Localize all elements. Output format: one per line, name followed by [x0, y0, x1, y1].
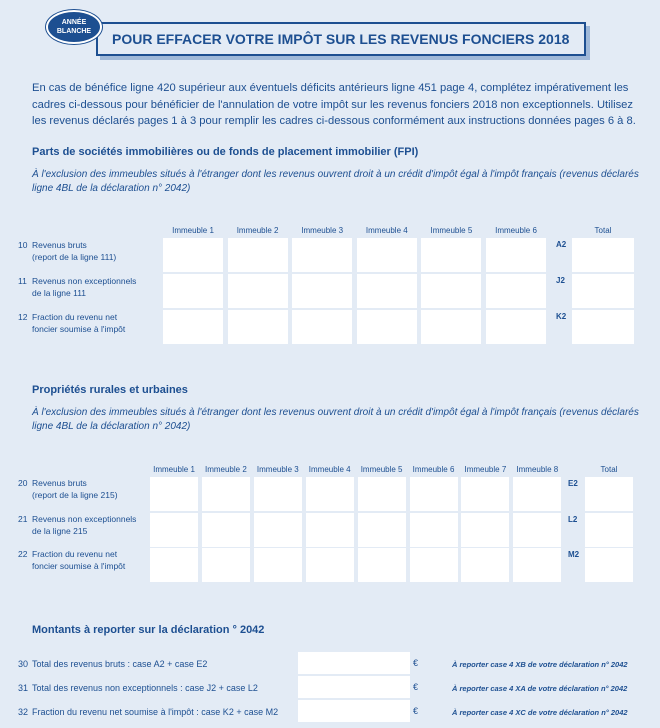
amount-input-box[interactable] — [486, 310, 546, 344]
row-number: 22 — [18, 549, 28, 559]
amount-input-box[interactable] — [163, 238, 223, 272]
row-number: 11 — [18, 276, 27, 286]
amount-input-box[interactable] — [421, 310, 481, 344]
row-label — [32, 513, 150, 537]
case-code: A2 — [556, 240, 567, 249]
section2-col-header: Immeuble 4 — [308, 465, 351, 474]
amount-input-box[interactable] — [513, 513, 561, 547]
report-instruction: À reporter case 4 XA de votre déclaration n° 2042 — [452, 684, 628, 693]
row-label — [32, 239, 162, 263]
amount-input-box[interactable] — [410, 513, 458, 547]
amount-input-box[interactable] — [461, 477, 509, 511]
row-number: 12 — [18, 312, 28, 322]
section1-col-header: Immeuble 3 — [301, 226, 344, 235]
case-code: E2 — [568, 479, 578, 488]
summary-row-number: 32 — [18, 707, 29, 717]
section2-total-header: Total — [600, 465, 618, 474]
amount-input-box[interactable] — [306, 513, 354, 547]
amount-input-box[interactable] — [254, 548, 302, 582]
amount-input-box[interactable] — [202, 548, 250, 582]
section2-col-header: Immeuble 2 — [204, 465, 247, 474]
total-input-box[interactable] — [585, 548, 633, 582]
amount-input-box[interactable] — [461, 548, 509, 582]
amount-input-box[interactable] — [292, 238, 352, 272]
amount-input-box[interactable] — [357, 274, 417, 308]
amount-input-box[interactable] — [254, 513, 302, 547]
amount-input-box[interactable] — [513, 548, 561, 582]
section1-col-header: Immeuble 1 — [172, 226, 214, 235]
row-label-line2: foncier soumise à l'impôt — [32, 324, 126, 334]
summary-row-label: Fraction du revenu net soumise à l'impôt : case K2 + case M2 — [32, 707, 279, 717]
row-label-line2: (report de la ligne 111) — [32, 252, 117, 262]
summary-row-number: 30 — [18, 659, 29, 669]
row-label — [32, 548, 150, 572]
amount-input-box[interactable] — [358, 548, 406, 582]
row-label-line1: Revenus non exceptionnels — [32, 514, 137, 524]
section2-col-header: Immeuble 5 — [360, 465, 403, 474]
row-label-line1: Fraction du revenu net — [32, 549, 118, 559]
total-input-box[interactable] — [572, 310, 634, 344]
row-number: 10 — [18, 240, 28, 250]
section2-col-header: Immeuble 6 — [412, 465, 455, 474]
euro-symbol: € — [413, 682, 419, 692]
summary-input-box[interactable] — [298, 676, 410, 698]
badge-line-1: ANNÉE — [61, 19, 87, 26]
section2-col-header: Immeuble 1 — [153, 465, 195, 474]
section1-col-header: Immeuble 4 — [365, 226, 408, 235]
section2-col-header: Immeuble 7 — [464, 465, 507, 474]
amount-input-box[interactable] — [357, 310, 417, 344]
amount-input-box[interactable] — [163, 310, 223, 344]
case-code: L2 — [568, 515, 578, 524]
section2-col-header: Immeuble 8 — [516, 465, 559, 474]
amount-input-box[interactable] — [150, 548, 198, 582]
total-input-box[interactable] — [585, 513, 633, 547]
row-label-line2: de la ligne 215 — [32, 526, 88, 536]
case-code: J2 — [556, 276, 565, 285]
row-number: 21 — [18, 514, 28, 524]
amount-input-box[interactable] — [410, 548, 458, 582]
amount-input-box[interactable] — [163, 274, 223, 308]
row-label-line2: (report de la ligne 215) — [32, 490, 118, 500]
amount-input-box[interactable] — [292, 274, 352, 308]
row-label — [32, 477, 150, 501]
row-label-line1: Revenus bruts — [32, 240, 87, 250]
amount-input-box[interactable] — [421, 274, 481, 308]
row-label-line1: Fraction du revenu net — [32, 312, 118, 322]
annee-blanche-badge — [46, 10, 102, 44]
amount-input-box[interactable] — [410, 477, 458, 511]
row-label-line2: de la ligne 111 — [32, 288, 87, 298]
amount-input-box[interactable] — [461, 513, 509, 547]
page-title-text: POUR EFFACER VOTRE IMPÔT SUR LES REVENUS FONCIERS 2018 — [112, 31, 570, 47]
section1-note: À l'exclusion des immeubles situés à l'étranger dont les revenus ouvrent droit à un crédit d'impôt égal à l'impôt français (revenus déclarés ligne 4BL de la déclaration n° 2042) — [32, 169, 639, 194]
page-title — [96, 22, 586, 56]
report-instruction: À reporter case 4 XC de votre déclaration n° 2042 — [452, 708, 628, 717]
row-label — [32, 275, 162, 299]
amount-input-box[interactable] — [202, 477, 250, 511]
summary-input-box[interactable] — [298, 652, 410, 674]
row-label — [32, 311, 162, 335]
section2-note: À l'exclusion des immeubles situés à l'étranger dont les revenus ouvrent droit à un crédit d'impôt égal à l'impôt français (revenus déclarés ligne 4BL de la déclaration n° 2042) — [32, 407, 639, 432]
amount-input-box[interactable] — [357, 238, 417, 272]
amount-input-box[interactable] — [358, 513, 406, 547]
summary-row-label: Total des revenus non exceptionnels : case J2 + case L2 — [32, 683, 258, 693]
report-instruction: À reporter case 4 XB de votre déclaration n° 2042 — [452, 660, 628, 669]
section1-col-header: Immeuble 5 — [430, 226, 473, 235]
case-code: K2 — [556, 312, 567, 321]
section3-title: Montants à reporter sur la déclaration ° 2042 — [32, 624, 265, 636]
section1-col-header: Immeuble 2 — [236, 226, 279, 235]
summary-row-number: 31 — [18, 683, 29, 693]
badge-line-2: BLANCHE — [56, 28, 92, 35]
case-code: M2 — [568, 550, 580, 559]
summary-row-label: Total des revenus bruts : case A2 + case E2 — [32, 659, 208, 669]
summary-input-box[interactable] — [298, 700, 410, 722]
amount-input-box[interactable] — [228, 274, 288, 308]
amount-input-box[interactable] — [150, 513, 198, 547]
amount-input-box[interactable] — [513, 477, 561, 511]
total-input-box[interactable] — [572, 238, 634, 272]
row-label-line1: Revenus bruts — [32, 478, 87, 488]
amount-input-box[interactable] — [306, 477, 354, 511]
row-label-line1: Revenus non exceptionnels — [32, 276, 137, 286]
euro-symbol: € — [413, 706, 419, 716]
intro-paragraph: En cas de bénéfice ligne 420 supérieur aux éventuels déficits antérieurs ligne 451 page 4, complétez impérativement les cadres ci-dessous pour bénéficier de l'annulation de votre impôt sur les revenus fonciers 2018 non exceptionnels. Utilisez les revenus déclarés pages 1 à 3 pour remplir les cadres ci-dessous conformément aux instructions données pages 6 à 8. — [32, 82, 636, 127]
amount-input-box[interactable] — [228, 310, 288, 344]
section2-title: Propriétés rurales et urbaines — [32, 384, 188, 396]
amount-input-box[interactable] — [202, 513, 250, 547]
row-label-line2: foncier soumise à l'impôt — [32, 561, 126, 571]
euro-symbol: € — [413, 658, 419, 668]
total-input-box[interactable] — [572, 274, 634, 308]
row-number: 20 — [18, 478, 28, 488]
amount-input-box[interactable] — [228, 238, 288, 272]
total-input-box[interactable] — [585, 477, 633, 511]
amount-input-box[interactable] — [486, 238, 546, 272]
amount-input-box[interactable] — [358, 477, 406, 511]
section1-col-header: Immeuble 6 — [495, 226, 537, 235]
amount-input-box[interactable] — [486, 274, 546, 308]
section1-title: Parts de sociétés immobilières ou de fonds de placement immobilier (FPI) — [32, 146, 419, 158]
amount-input-box[interactable] — [292, 310, 352, 344]
amount-input-box[interactable] — [254, 477, 302, 511]
amount-input-box[interactable] — [306, 548, 354, 582]
amount-input-box[interactable] — [150, 477, 198, 511]
section1-total-header: Total — [594, 226, 612, 235]
section2-col-header: Immeuble 3 — [256, 465, 299, 474]
amount-input-box[interactable] — [421, 238, 481, 272]
